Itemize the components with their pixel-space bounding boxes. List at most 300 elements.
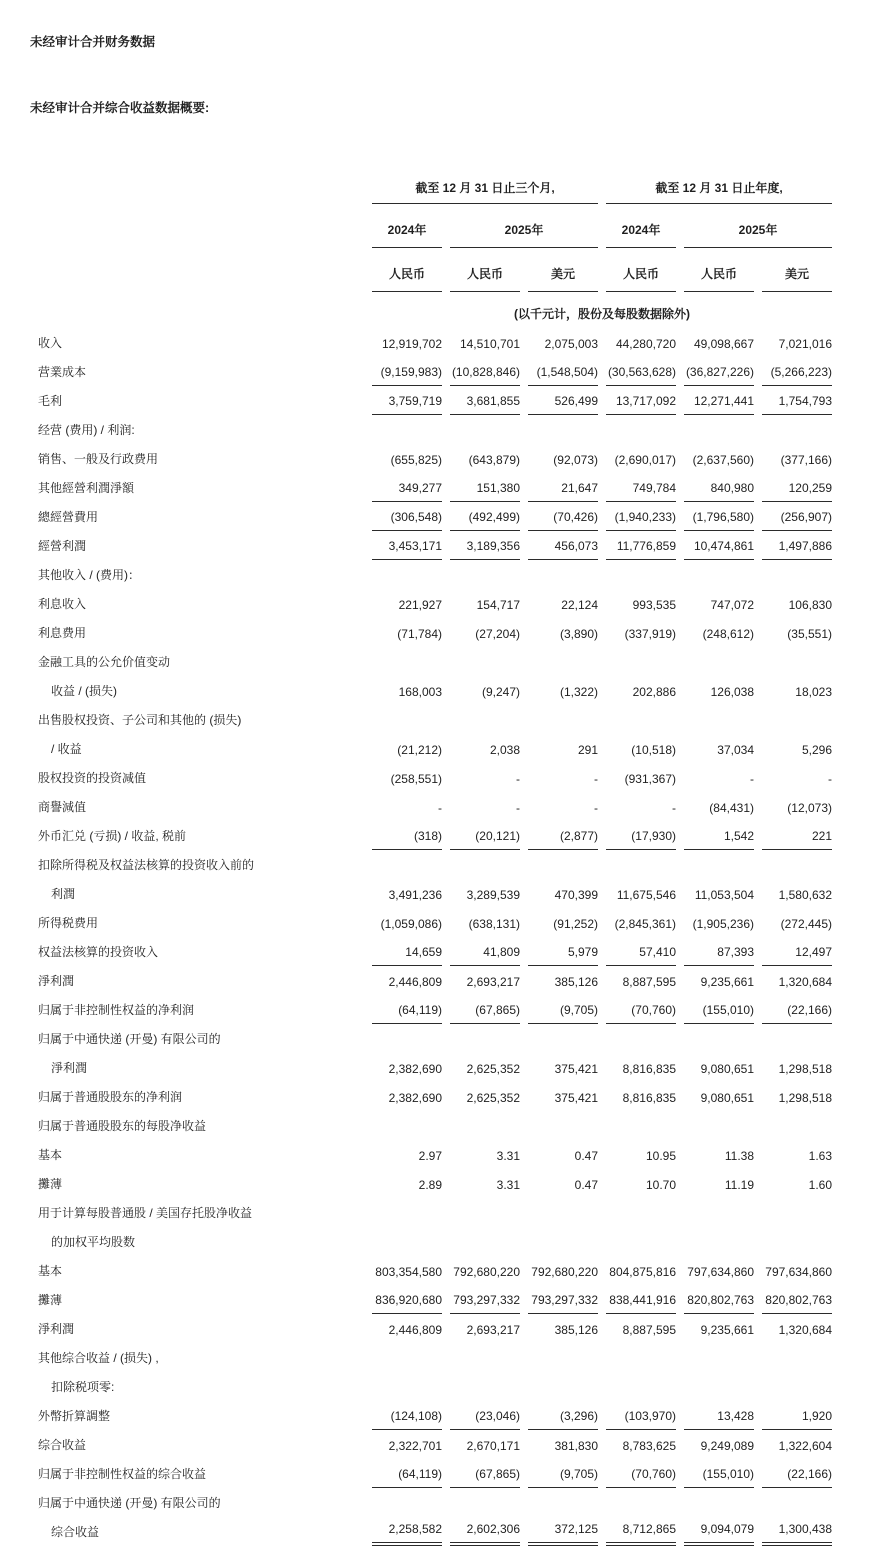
value-cell: 2,382,690 [388,1091,442,1105]
row-label: 其他综合收益 / (损失) , [38,1351,159,1365]
value-cell: 803,354,580 [375,1265,442,1279]
value-cell [372,1024,442,1053]
value-cell: 154,717 [476,598,520,612]
value-cell [684,850,754,879]
value-cell [762,1198,832,1227]
row-label: 综合收益 [38,1438,87,1452]
value-cell [606,850,676,879]
page-title: 未经审计合并财务数据 [30,35,156,49]
table-row [38,676,832,705]
row-label: 淨利潤 [38,1322,75,1336]
value-cell: 3,759,719 [372,386,442,415]
value-cell: (248,612) [702,627,754,641]
row-label: / 收益 [51,742,82,756]
value-cell: (67,865) [450,995,520,1024]
table-row [38,1198,832,1227]
currency-header: 人民币 [606,248,676,292]
value-cell: 1,298,518 [778,1062,832,1076]
row-label: 總經營費用 [38,510,99,524]
row-label: 基本 [38,1264,63,1278]
value-cell: 2,382,690 [388,1062,442,1076]
value-cell: 126,038 [710,685,754,699]
value-cell [606,415,676,444]
table-row [38,763,832,792]
value-cell: 12,919,702 [381,337,442,351]
value-cell: 381,830 [554,1439,598,1453]
value-cell [372,850,442,879]
value-cell: 2,258,582 [372,1517,442,1546]
value-cell: 11,053,504 [694,888,754,902]
table-row [38,1227,832,1256]
value-cell: 2.89 [418,1178,442,1192]
row-label: 销售、一般及行政费用 [38,452,159,466]
value-cell: 5,296 [801,743,832,757]
value-cell: 2,693,217 [466,1323,520,1337]
value-cell: (155,010) [684,1459,754,1488]
year-header-2024-quarter: 2024年 [372,204,442,248]
value-cell [684,647,754,676]
value-cell [606,1227,676,1256]
row-label: 攤薄 [38,1177,63,1191]
value-cell: (643,879) [468,453,520,467]
value-cell: (27,204) [475,627,520,641]
table-row [38,1372,832,1401]
value-cell: 9,249,089 [700,1439,754,1453]
row-label: 淨利潤 [38,974,75,988]
value-cell: 11,776,859 [606,531,676,560]
row-label: 归属于中通快递 (开曼) 有限公司的 [38,1496,221,1510]
value-cell: 804,875,816 [609,1265,676,1279]
unit-note-row [38,292,832,328]
value-cell [528,1198,598,1227]
value-cell: - [594,801,598,815]
value-cell: (35,551) [787,627,832,641]
value-cell: (9,247) [481,685,520,699]
table-row [38,792,832,821]
table-row [38,850,832,879]
value-cell: (22,166) [762,995,832,1024]
table-row [38,1140,832,1169]
value-cell: 12,497 [762,937,832,966]
value-cell [762,705,832,734]
row-label: 利息收入 [38,597,87,611]
value-cell: 8,712,865 [606,1517,676,1546]
table-row [38,995,832,1024]
value-cell: (155,010) [684,995,754,1024]
income-statement-table [30,168,840,1546]
value-cell: - [516,772,520,786]
value-cell [450,1488,520,1517]
value-cell: 22,124 [561,598,598,612]
corner-spacer [38,292,364,328]
value-cell: 1.63 [808,1149,832,1163]
value-cell: 1,322,604 [778,1439,832,1453]
value-cell: 21,647 [528,473,598,502]
value-cell: - [750,772,754,786]
value-cell: (2,690,017) [614,453,676,467]
value-cell: (337,919) [624,627,676,641]
value-cell: (91,252) [553,917,598,931]
value-cell: 747,072 [710,598,754,612]
row-label: 扣除所得税及权益法核算的投资收入前的 [38,858,255,872]
value-cell: 797,634,860 [687,1265,754,1279]
currency-header: 美元 [528,248,598,292]
value-cell: (1,796,580) [684,502,754,531]
row-label: 金融工具的公允价值变动 [38,655,171,669]
value-cell: 13,717,092 [606,386,676,415]
value-cell: 749,784 [606,473,676,502]
value-cell: 3,189,356 [450,531,520,560]
value-cell [450,1024,520,1053]
table-row [38,1053,832,1082]
row-label: 利潤 [51,887,76,901]
row-label: 利息费用 [38,626,87,640]
value-cell: (22,166) [762,1459,832,1488]
value-cell [450,647,520,676]
value-cell [762,560,832,589]
value-cell: 793,297,332 [528,1285,598,1314]
value-cell [762,647,832,676]
value-cell: (17,930) [606,821,676,850]
value-cell: 838,441,916 [606,1285,676,1314]
value-cell: (30,563,628) [606,357,676,386]
value-cell: 11.19 [724,1178,754,1192]
row-label: 的加权平均股数 [51,1235,136,1249]
value-cell [762,1024,832,1053]
value-cell: (36,827,226) [684,357,754,386]
table-row [38,1343,832,1372]
value-cell: 13,428 [684,1401,754,1430]
value-cell: (1,905,236) [692,917,754,931]
value-cell: 9,235,661 [700,1323,754,1337]
table-row [38,589,832,618]
value-cell [684,1343,754,1372]
value-cell [684,1024,754,1053]
table-row [38,618,832,647]
value-cell: 836,920,680 [372,1285,442,1314]
value-cell [762,850,832,879]
value-cell [450,1372,520,1401]
value-cell [450,1227,520,1256]
year-header-row [38,204,832,248]
value-cell: (492,499) [450,502,520,531]
value-cell [372,705,442,734]
value-cell: (655,825) [390,453,442,467]
value-cell [606,1488,676,1517]
section-title: 未经审计合并综合收益数据概要: [30,101,210,115]
value-cell: 1,320,684 [778,1323,832,1337]
value-cell: 470,399 [554,888,598,902]
value-cell: (2,637,560) [692,453,754,467]
value-cell: 2,322,701 [388,1439,442,1453]
value-cell [372,1372,442,1401]
value-cell [606,1111,676,1140]
value-cell: (20,121) [450,821,520,850]
value-cell [372,647,442,676]
value-cell [528,1343,598,1372]
value-cell: (23,046) [450,1401,520,1430]
value-cell: 44,280,720 [615,337,676,351]
currency-header: 人民币 [372,248,442,292]
year-header-2025-quarter: 2025年 [450,204,598,248]
value-cell: - [828,772,832,786]
value-cell: (2,845,361) [614,917,676,931]
value-cell: (1,059,086) [380,917,442,931]
table-row [38,1285,832,1314]
value-cell: 10.70 [645,1178,676,1192]
table-row [38,357,832,386]
value-cell [684,415,754,444]
table-row [38,473,832,502]
value-cell: (84,431) [709,801,754,815]
row-label: 收入 [38,336,63,350]
value-cell: (70,426) [528,502,598,531]
value-cell: 57,410 [606,937,676,966]
value-cell: 12,271,441 [684,386,754,415]
row-label: 攤薄 [38,1293,63,1307]
currency-header: 人民币 [450,248,520,292]
row-label: 归属于非控制性权益的综合收益 [38,1467,207,1481]
row-label: 外幣折算調整 [38,1409,111,1423]
corner-spacer [38,248,364,292]
value-cell [606,560,676,589]
value-cell: 2,446,809 [388,975,442,989]
table-row [38,444,832,473]
value-cell: (318) [372,821,442,850]
value-cell [450,850,520,879]
row-label: 权益法核算的投资收入 [38,945,159,959]
value-cell: 993,535 [632,598,676,612]
value-cell: 2,693,217 [466,975,520,989]
column-group-row [38,168,832,204]
value-cell [606,1024,676,1053]
value-cell: 14,659 [372,937,442,966]
value-cell [684,560,754,589]
value-cell: (9,705) [528,1459,598,1488]
value-cell: 1,542 [684,821,754,850]
value-cell [606,647,676,676]
value-cell [684,1227,754,1256]
value-cell: (5,266,223) [762,357,832,386]
value-cell: 526,499 [528,386,598,415]
value-cell: 8,783,625 [622,1439,676,1453]
value-cell: (258,551) [390,772,442,786]
value-cell [684,705,754,734]
value-cell: 1,754,793 [762,386,832,415]
value-cell [684,1198,754,1227]
value-cell: 120,259 [762,473,832,502]
value-cell: 3,491,236 [388,888,442,902]
value-cell [450,560,520,589]
value-cell: 3.31 [496,1149,520,1163]
table-row [38,1256,832,1285]
value-cell [372,1111,442,1140]
value-cell: (1,940,233) [606,502,676,531]
row-label: 股权投资的投资减值 [38,771,147,785]
value-cell: 41,809 [450,937,520,966]
table-body [38,328,832,1546]
table-row [38,821,832,850]
value-cell [372,1343,442,1372]
value-cell: 840,980 [684,473,754,502]
value-cell: 3,289,539 [466,888,520,902]
value-cell: 2,625,352 [466,1062,520,1076]
value-cell: 0.47 [574,1178,598,1192]
year-header-2024-annual: 2024年 [606,204,676,248]
row-label: 所得税费用 [38,916,99,930]
row-label: 综合收益 [51,1525,100,1539]
value-cell: 1,320,684 [778,975,832,989]
value-cell: 372,125 [528,1517,598,1546]
value-cell: (64,119) [372,995,442,1024]
value-cell [528,1227,598,1256]
table-row [38,647,832,676]
value-cell: 456,073 [528,531,598,560]
value-cell [606,1198,676,1227]
row-label: 淨利潤 [51,1061,88,1075]
value-cell: 9,080,651 [700,1091,754,1105]
column-group-year: 截至 12 月 31 日止年度, [606,168,832,204]
value-cell: 49,098,667 [693,337,754,351]
value-cell [762,415,832,444]
value-cell: (9,159,983) [372,357,442,386]
value-cell: 3,453,171 [372,531,442,560]
value-cell [528,415,598,444]
value-cell: 0.47 [574,1149,598,1163]
value-cell: (306,548) [372,502,442,531]
table-row [38,1401,832,1430]
value-cell: (3,296) [528,1401,598,1430]
value-cell [606,705,676,734]
value-cell [762,1227,832,1256]
row-label: 归属于普通股股东的净利润 [38,1090,183,1104]
table-row [38,908,832,937]
value-cell: 168,003 [398,685,442,699]
value-cell [528,1111,598,1140]
value-cell: 5,979 [528,937,598,966]
corner-spacer [38,168,364,204]
value-cell: 820,802,763 [762,1285,832,1314]
value-cell [528,705,598,734]
value-cell [762,1372,832,1401]
value-cell: 349,277 [372,473,442,502]
row-label: 扣除税项零: [51,1380,115,1394]
row-label: 基本 [38,1148,63,1162]
row-label: 归属于中通快递 (开曼) 有限公司的 [38,1032,221,1046]
value-cell [528,850,598,879]
value-cell [528,647,598,676]
table-row [38,415,832,444]
value-cell: 8,887,595 [622,1323,676,1337]
value-cell: 221 [762,821,832,850]
value-cell: 385,126 [554,1323,598,1337]
value-cell: 375,421 [554,1062,598,1076]
value-cell: 820,802,763 [684,1285,754,1314]
table-row [38,502,832,531]
value-cell: - [516,801,520,815]
value-cell [762,1343,832,1372]
currency-header: 美元 [762,248,832,292]
value-cell [450,415,520,444]
value-cell: 1.60 [808,1178,832,1192]
value-cell: (931,367) [624,772,676,786]
value-cell: (21,212) [397,743,442,757]
currency-header: 人民币 [684,248,754,292]
value-cell: 291 [577,743,598,757]
value-cell: 18,023 [795,685,832,699]
value-cell [684,1372,754,1401]
table-row [38,1111,832,1140]
value-cell: 1,298,518 [778,1091,832,1105]
value-cell [450,705,520,734]
table-row [38,1024,832,1053]
table-row [38,1517,832,1546]
value-cell: (272,445) [780,917,832,931]
value-cell: 202,886 [632,685,676,699]
value-cell: (10,518) [631,743,676,757]
value-cell: 87,393 [684,937,754,966]
value-cell [372,560,442,589]
row-label: 收益 / (损失) [51,684,117,698]
value-cell: 11,675,546 [616,888,676,902]
value-cell: 375,421 [554,1091,598,1105]
value-cell: (70,760) [606,1459,676,1488]
value-cell [606,1343,676,1372]
value-cell [684,1488,754,1517]
value-cell: (638,131) [468,917,520,931]
value-cell: (1,322) [559,685,598,699]
value-cell: (67,865) [450,1459,520,1488]
value-cell: (70,760) [606,995,676,1024]
value-cell: 1,300,438 [762,1517,832,1546]
row-label: 其他經營利潤淨額 [38,481,135,495]
value-cell: (9,705) [528,995,598,1024]
value-cell: (71,784) [397,627,442,641]
table-row [38,966,832,995]
table-row [38,328,832,357]
row-label: 其他收入 / (费用)： [38,568,140,582]
value-cell: 2,625,352 [466,1091,520,1105]
value-cell: 2,075,003 [544,337,598,351]
table-row [38,879,832,908]
value-cell: (3,890) [559,627,598,641]
value-cell: 797,634,860 [765,1265,832,1279]
value-cell: 385,126 [554,975,598,989]
value-cell: 10.95 [645,1149,676,1163]
value-cell: (124,108) [372,1401,442,1430]
value-cell: 2,602,306 [450,1517,520,1546]
value-cell: 1,920 [762,1401,832,1430]
value-cell: 8,887,595 [622,975,676,989]
row-label: 出售股权投资、子公司和其他的 (损失) [38,713,242,727]
value-cell [528,1372,598,1401]
table-row [38,1459,832,1488]
value-cell: (64,119) [372,1459,442,1488]
table-row [38,386,832,415]
value-cell: 2,446,809 [388,1323,442,1337]
value-cell [372,1227,442,1256]
value-cell [528,560,598,589]
row-label: 用于计算每股普通股 / 美国存托股净收益 [38,1206,253,1220]
value-cell: 11.38 [724,1149,754,1163]
table-row [38,1314,832,1343]
row-label: 营業成本 [38,365,87,379]
value-cell: 2,670,171 [466,1439,520,1453]
row-label: 經營利潤 [38,539,87,553]
value-cell: 9,080,651 [700,1062,754,1076]
value-cell: (2,877) [528,821,598,850]
value-cell: 2.97 [418,1149,442,1163]
